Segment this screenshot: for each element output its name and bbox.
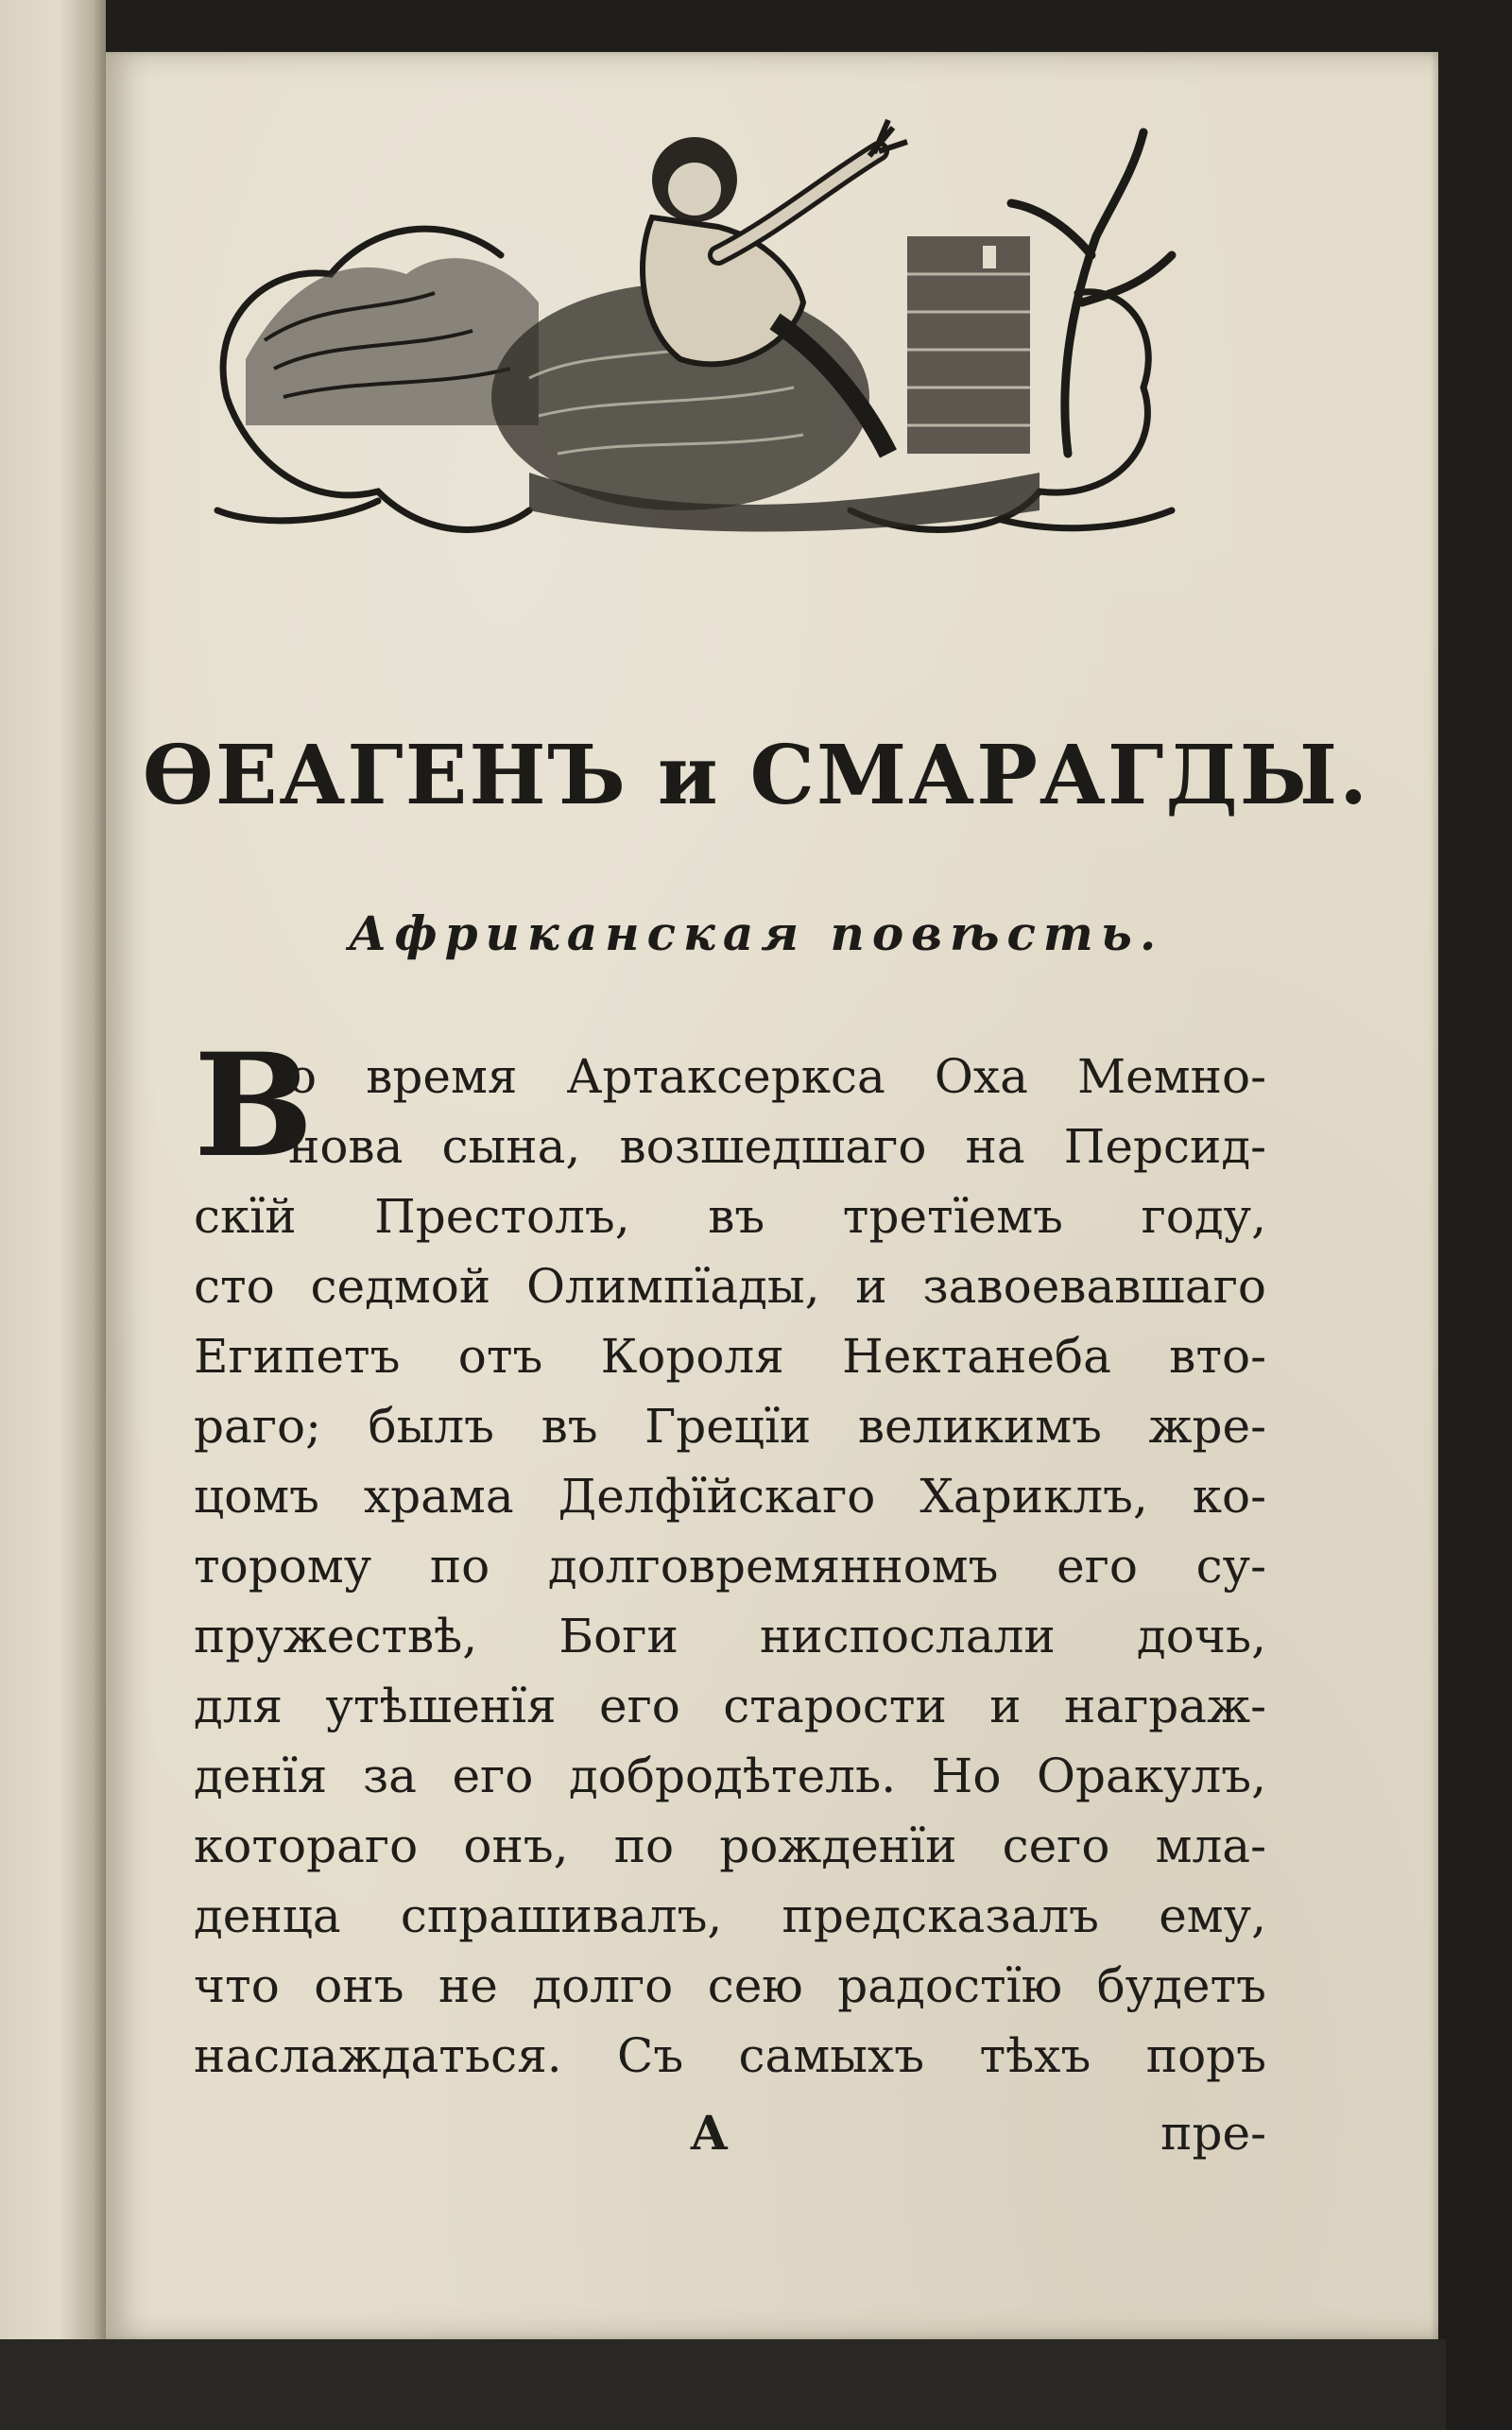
text-line: денца спрашивалъ, предсказалъ ему, [194, 1888, 1266, 1943]
page-bottom-shadow [0, 2339, 1446, 2430]
catchword: пре- [1160, 2106, 1266, 2161]
drop-cap: В [194, 1023, 314, 1189]
text-line: о время Артаксеркса Оха Мемно- [288, 1049, 1266, 1104]
signature-mark: А [690, 2105, 729, 2161]
text-line: нова сына, возшедшаго на Персид- [288, 1119, 1266, 1174]
body-paragraph [194, 1042, 1266, 2091]
text-line: наслаждаться. Съ самыхъ тѣхъ поръ [194, 2028, 1266, 2083]
text-line: скїй Престолъ, въ третїемъ году, [194, 1189, 1266, 1244]
text-line: что онъ не долго сею радостїю будетъ [194, 1958, 1266, 2013]
book-spine-left-page-edge [0, 0, 106, 2430]
woodcut-vignette-putto-landscape [189, 113, 1191, 586]
text-line: сто седмой Олимпїады, и завоевавшаго [194, 1259, 1266, 1314]
text-line: денїя за его добродѣтель. Но Оракулъ, [194, 1749, 1266, 1803]
text-line: для утѣшенїя его старости и награж- [194, 1679, 1266, 1733]
page-subtitle: Африканская повѣсть. [348, 905, 1164, 961]
text-line: котораго онъ, по рожденїи сего мла- [194, 1818, 1266, 1873]
page-footer [194, 2098, 1266, 2168]
text-line: торому по долговремянномъ его су- [194, 1539, 1266, 1594]
text-line: цомъ храма Делфїйскаго Хариклъ, ко- [194, 1469, 1266, 1524]
text-line: пружествѣ, Боги ниспослали дочь, [194, 1609, 1266, 1663]
text-line: Египетъ отъ Короля Нектанеба вто- [194, 1329, 1266, 1384]
page-title: ѲЕАГЕНЪ и СМАРАГДЫ. [142, 728, 1370, 823]
text-line: раго; былъ въ Грецїи великимъ жре- [194, 1399, 1266, 1454]
